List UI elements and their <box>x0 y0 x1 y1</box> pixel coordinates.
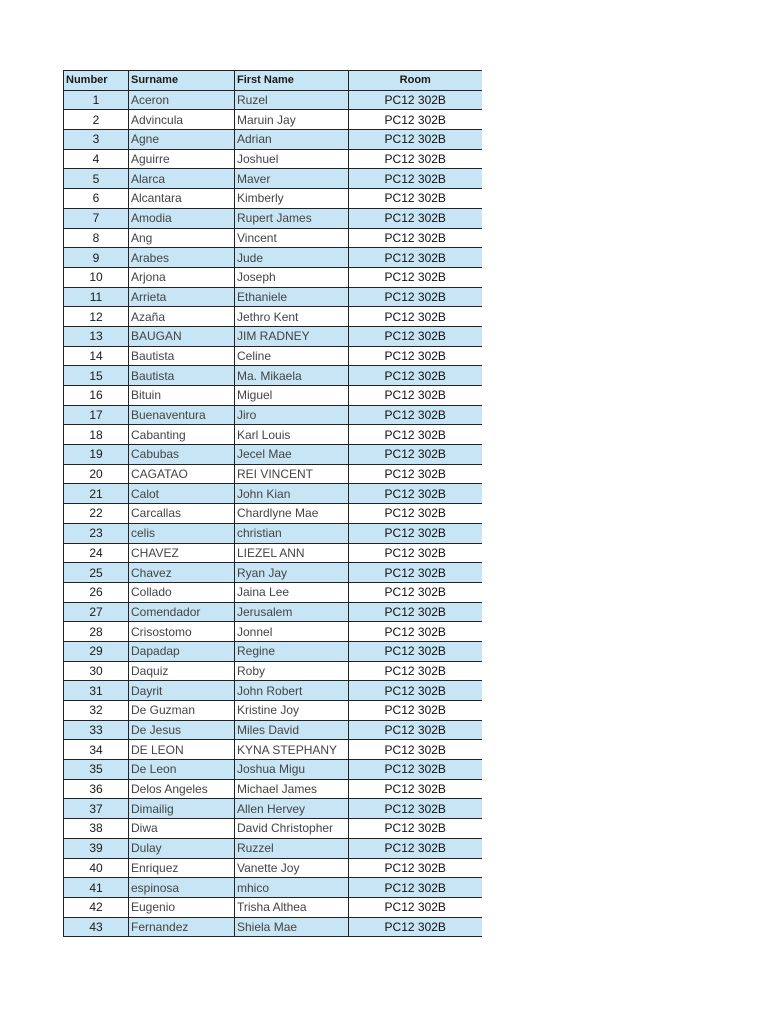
cell-surname: Bautista <box>129 366 235 386</box>
cell-first-name: KYNA STEPHANY <box>235 740 349 760</box>
cell-surname: Fernandez <box>129 917 235 937</box>
cell-first-name: Kristine Joy <box>235 701 349 721</box>
cell-number: 23 <box>64 523 129 543</box>
cell-first-name: JIM RADNEY <box>235 326 349 346</box>
table-row <box>64 248 482 268</box>
cell-first-name: Trisha Althea <box>235 897 349 917</box>
cell-number: 15 <box>64 366 129 386</box>
cell-room: PC12 302B <box>349 602 482 622</box>
cell-first-name: Karl Louis <box>235 425 349 445</box>
cell-room: PC12 302B <box>349 897 482 917</box>
cell-number: 10 <box>64 267 129 287</box>
cell-surname: Alcantara <box>129 189 235 209</box>
table-row <box>64 602 482 622</box>
cell-room: PC12 302B <box>349 523 482 543</box>
cell-number: 41 <box>64 878 129 898</box>
cell-first-name: Jaina Lee <box>235 582 349 602</box>
cell-room: PC12 302B <box>349 228 482 248</box>
table-row <box>64 130 482 150</box>
cell-first-name: Jethro Kent <box>235 307 349 327</box>
cell-room: PC12 302B <box>349 582 482 602</box>
cell-number: 22 <box>64 504 129 524</box>
cell-surname: Arjona <box>129 267 235 287</box>
cell-room: PC12 302B <box>349 445 482 465</box>
cell-surname: DE LEON <box>129 740 235 760</box>
cell-surname: Advincula <box>129 110 235 130</box>
cell-room: PC12 302B <box>349 760 482 780</box>
cell-first-name: Joseph <box>235 267 349 287</box>
student-room-table <box>63 70 482 937</box>
cell-number: 17 <box>64 405 129 425</box>
cell-number: 37 <box>64 799 129 819</box>
cell-room: PC12 302B <box>349 307 482 327</box>
table-row <box>64 149 482 169</box>
cell-surname: Dapadap <box>129 641 235 661</box>
cell-surname: Chavez <box>129 563 235 583</box>
table-row <box>64 563 482 583</box>
table-row <box>64 523 482 543</box>
table-row <box>64 189 482 209</box>
cell-number: 7 <box>64 208 129 228</box>
cell-first-name: Ethaniele <box>235 287 349 307</box>
cell-first-name: Jonnel <box>235 622 349 642</box>
cell-number: 24 <box>64 543 129 563</box>
cell-surname: Cabubas <box>129 445 235 465</box>
header-number: Number <box>64 71 129 91</box>
cell-first-name: Vincent <box>235 228 349 248</box>
table-row <box>64 287 482 307</box>
cell-room: PC12 302B <box>349 563 482 583</box>
cell-number: 40 <box>64 858 129 878</box>
table-row <box>64 405 482 425</box>
cell-room: PC12 302B <box>349 346 482 366</box>
cell-room: PC12 302B <box>349 720 482 740</box>
cell-first-name: LIEZEL ANN <box>235 543 349 563</box>
table-row <box>64 208 482 228</box>
table-row <box>64 760 482 780</box>
cell-number: 36 <box>64 779 129 799</box>
table-row <box>64 386 482 406</box>
cell-number: 28 <box>64 622 129 642</box>
table-row <box>64 838 482 858</box>
cell-first-name: David Christopher <box>235 819 349 839</box>
cell-room: PC12 302B <box>349 543 482 563</box>
table-row <box>64 445 482 465</box>
cell-first-name: Ma. Mikaela <box>235 366 349 386</box>
cell-surname: espinosa <box>129 878 235 898</box>
table-row <box>64 897 482 917</box>
cell-number: 9 <box>64 248 129 268</box>
cell-number: 30 <box>64 661 129 681</box>
table-row <box>64 110 482 130</box>
cell-room: PC12 302B <box>349 701 482 721</box>
cell-room: PC12 302B <box>349 366 482 386</box>
cell-number: 31 <box>64 681 129 701</box>
table-row <box>64 267 482 287</box>
cell-first-name: Kimberly <box>235 189 349 209</box>
cell-surname: Daquiz <box>129 661 235 681</box>
cell-first-name: Allen Hervey <box>235 799 349 819</box>
cell-first-name: Maruin Jay <box>235 110 349 130</box>
cell-room: PC12 302B <box>349 287 482 307</box>
cell-room: PC12 302B <box>349 149 482 169</box>
cell-room: PC12 302B <box>349 819 482 839</box>
cell-surname: Arabes <box>129 248 235 268</box>
cell-surname: De Leon <box>129 760 235 780</box>
table-row <box>64 917 482 937</box>
cell-first-name: John Robert <box>235 681 349 701</box>
cell-room: PC12 302B <box>349 464 482 484</box>
cell-first-name: Jude <box>235 248 349 268</box>
table-body <box>64 90 482 937</box>
cell-first-name: Jiro <box>235 405 349 425</box>
cell-room: PC12 302B <box>349 799 482 819</box>
cell-room: PC12 302B <box>349 622 482 642</box>
table-row <box>64 346 482 366</box>
cell-number: 43 <box>64 917 129 937</box>
table-row <box>64 858 482 878</box>
table-row <box>64 720 482 740</box>
cell-surname: celis <box>129 523 235 543</box>
cell-surname: Diwa <box>129 819 235 839</box>
cell-number: 38 <box>64 819 129 839</box>
cell-first-name: Michael James <box>235 779 349 799</box>
table-row <box>64 582 482 602</box>
cell-room: PC12 302B <box>349 858 482 878</box>
cell-room: PC12 302B <box>349 405 482 425</box>
cell-room: PC12 302B <box>349 267 482 287</box>
cell-surname: Crisostomo <box>129 622 235 642</box>
table-row <box>64 681 482 701</box>
cell-room: PC12 302B <box>349 484 482 504</box>
table-row <box>64 90 482 110</box>
cell-number: 4 <box>64 149 129 169</box>
cell-room: PC12 302B <box>349 878 482 898</box>
cell-room: PC12 302B <box>349 169 482 189</box>
cell-room: PC12 302B <box>349 661 482 681</box>
cell-surname: Alarca <box>129 169 235 189</box>
cell-first-name: REI VINCENT <box>235 464 349 484</box>
cell-surname: Cabanting <box>129 425 235 445</box>
cell-room: PC12 302B <box>349 641 482 661</box>
cell-surname: Bituin <box>129 386 235 406</box>
cell-number: 33 <box>64 720 129 740</box>
cell-first-name: Maver <box>235 169 349 189</box>
table-row <box>64 878 482 898</box>
cell-number: 13 <box>64 326 129 346</box>
table-row <box>64 464 482 484</box>
cell-surname: Carcallas <box>129 504 235 524</box>
table-row <box>64 779 482 799</box>
cell-number: 20 <box>64 464 129 484</box>
cell-surname: Buenaventura <box>129 405 235 425</box>
cell-number: 12 <box>64 307 129 327</box>
cell-surname: Ang <box>129 228 235 248</box>
cell-first-name: christian <box>235 523 349 543</box>
cell-surname: Aceron <box>129 90 235 110</box>
cell-surname: Delos Angeles <box>129 779 235 799</box>
cell-surname: Collado <box>129 582 235 602</box>
cell-number: 26 <box>64 582 129 602</box>
cell-room: PC12 302B <box>349 681 482 701</box>
table-row <box>64 326 482 346</box>
cell-surname: Azaña <box>129 307 235 327</box>
cell-surname: Dimailig <box>129 799 235 819</box>
cell-room: PC12 302B <box>349 917 482 937</box>
cell-first-name: John Kian <box>235 484 349 504</box>
cell-room: PC12 302B <box>349 779 482 799</box>
cell-number: 14 <box>64 346 129 366</box>
table-row <box>64 622 482 642</box>
table-row <box>64 543 482 563</box>
table-row <box>64 307 482 327</box>
cell-first-name: Ryan Jay <box>235 563 349 583</box>
table-row <box>64 484 482 504</box>
cell-number: 34 <box>64 740 129 760</box>
cell-number: 1 <box>64 90 129 110</box>
cell-number: 11 <box>64 287 129 307</box>
cell-number: 16 <box>64 386 129 406</box>
cell-first-name: Shiela Mae <box>235 917 349 937</box>
cell-surname: BAUGAN <box>129 326 235 346</box>
cell-number: 2 <box>64 110 129 130</box>
cell-first-name: Celine <box>235 346 349 366</box>
header-surname: Surname <box>129 71 235 91</box>
cell-surname: Dayrit <box>129 681 235 701</box>
cell-first-name: Rupert James <box>235 208 349 228</box>
cell-surname: Enriquez <box>129 858 235 878</box>
cell-number: 39 <box>64 838 129 858</box>
table-row <box>64 701 482 721</box>
header-room: Room <box>349 71 482 91</box>
cell-number: 19 <box>64 445 129 465</box>
table-row <box>64 799 482 819</box>
cell-first-name: Jecel Mae <box>235 445 349 465</box>
table-row <box>64 425 482 445</box>
cell-first-name: Ruzel <box>235 90 349 110</box>
cell-room: PC12 302B <box>349 208 482 228</box>
cell-first-name: Jerusalem <box>235 602 349 622</box>
cell-surname: CAGATAO <box>129 464 235 484</box>
table-row <box>64 504 482 524</box>
cell-surname: De Guzman <box>129 701 235 721</box>
cell-first-name: Regine <box>235 641 349 661</box>
cell-surname: Amodia <box>129 208 235 228</box>
cell-surname: De Jesus <box>129 720 235 740</box>
header-first-name: First Name <box>235 71 349 91</box>
cell-first-name: Roby <box>235 661 349 681</box>
table-row <box>64 169 482 189</box>
cell-number: 42 <box>64 897 129 917</box>
cell-room: PC12 302B <box>349 90 482 110</box>
cell-surname: Comendador <box>129 602 235 622</box>
cell-room: PC12 302B <box>349 248 482 268</box>
cell-number: 3 <box>64 130 129 150</box>
cell-surname: Bautista <box>129 346 235 366</box>
cell-number: 25 <box>64 563 129 583</box>
table-row <box>64 740 482 760</box>
cell-first-name: Ruzzel <box>235 838 349 858</box>
table-row <box>64 228 482 248</box>
cell-room: PC12 302B <box>349 110 482 130</box>
cell-room: PC12 302B <box>349 326 482 346</box>
cell-number: 29 <box>64 641 129 661</box>
cell-surname: Aguirre <box>129 149 235 169</box>
cell-first-name: Chardlyne Mae <box>235 504 349 524</box>
table-row <box>64 641 482 661</box>
table-row <box>64 366 482 386</box>
cell-surname: Eugenio <box>129 897 235 917</box>
cell-room: PC12 302B <box>349 740 482 760</box>
cell-number: 27 <box>64 602 129 622</box>
table-row <box>64 661 482 681</box>
cell-number: 18 <box>64 425 129 445</box>
cell-first-name: Joshua Migu <box>235 760 349 780</box>
cell-surname: CHAVEZ <box>129 543 235 563</box>
cell-first-name: Vanette Joy <box>235 858 349 878</box>
header-row <box>64 71 482 91</box>
cell-room: PC12 302B <box>349 130 482 150</box>
cell-room: PC12 302B <box>349 189 482 209</box>
cell-room: PC12 302B <box>349 425 482 445</box>
cell-number: 6 <box>64 189 129 209</box>
cell-surname: Calot <box>129 484 235 504</box>
cell-surname: Arrieta <box>129 287 235 307</box>
cell-number: 21 <box>64 484 129 504</box>
cell-room: PC12 302B <box>349 386 482 406</box>
cell-first-name: Miguel <box>235 386 349 406</box>
cell-number: 5 <box>64 169 129 189</box>
cell-first-name: Joshuel <box>235 149 349 169</box>
cell-number: 35 <box>64 760 129 780</box>
cell-first-name: mhico <box>235 878 349 898</box>
cell-number: 8 <box>64 228 129 248</box>
cell-room: PC12 302B <box>349 838 482 858</box>
table-row <box>64 819 482 839</box>
cell-surname: Agne <box>129 130 235 150</box>
cell-first-name: Adrian <box>235 130 349 150</box>
cell-first-name: Miles David <box>235 720 349 740</box>
cell-surname: Dulay <box>129 838 235 858</box>
cell-number: 32 <box>64 701 129 721</box>
cell-room: PC12 302B <box>349 504 482 524</box>
